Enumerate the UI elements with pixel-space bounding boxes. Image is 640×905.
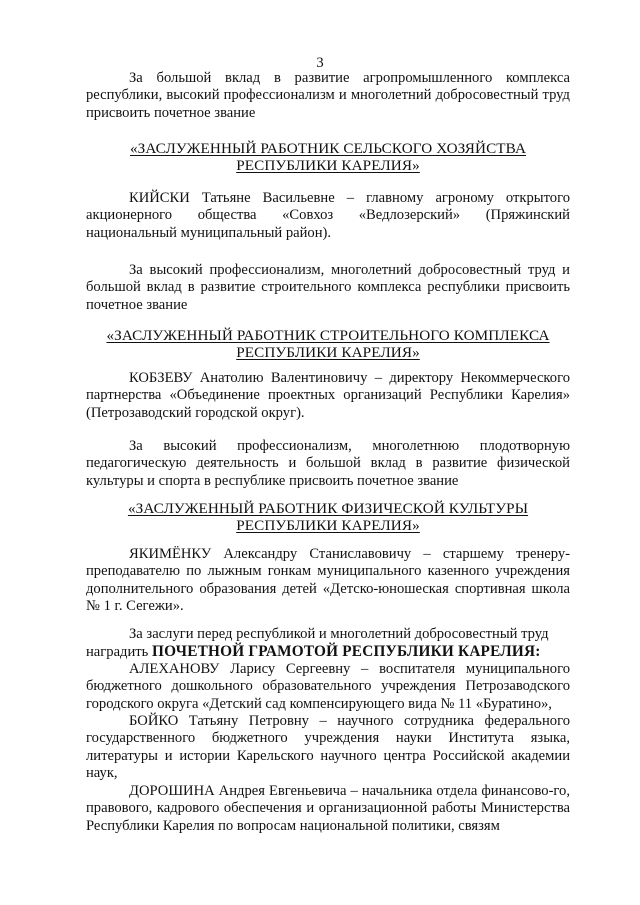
awardee-doroshin: ДОРОШИНА Андрея Евгеньевича – начальника отдела финансово-го, правового, кадрового обеспечения и организационной работы Министерства Республики Карелия по вопросам национальной политики, связям bbox=[86, 783, 570, 834]
page-number: 3 bbox=[316, 55, 324, 71]
title-sport bbox=[86, 500, 570, 535]
title-agriculture bbox=[86, 140, 570, 175]
awardee-alekhanova: АЛЕХАНОВУ Ларису Сергеевну – воспитателя муниципального бюджетного дошкольного образовательного учреждения Петрозаводского городского округа «Детский сад компенсирующего вида № 11 «Буратино», bbox=[86, 661, 570, 712]
title-construction-line2: РЕСПУБЛИКИ КАРЕЛИЯ» bbox=[236, 344, 420, 362]
paragraph-agro-intro: За большой вклад в развитие агропромышленного комплекса республики, высокий профессионализм и многолетний добросовестный труд присвоить почетное звание bbox=[86, 70, 570, 121]
title-sport-line2: РЕСПУБЛИКИ КАРЕЛИЯ» bbox=[236, 517, 420, 535]
title-sport-line1: «ЗАСЛУЖЕННЫЙ РАБОТНИК ФИЗИЧЕСКОЙ КУЛЬТУРЫ bbox=[127, 500, 529, 517]
person-yakimenko: ЯКИМЁНКУ Александру Станиславовичу – старшему тренеру-преподавателю по лыжным гонкам муниципального казенного учреждения дополнительного образования детей «Детско-юношеская спортивная школа № 1 г. Сегежи». bbox=[86, 546, 570, 615]
person-kiyski: КИЙСКИ Татьяне Васильевне – главному агроному открытого акционерного общества «Совхоз «Ведлозерский» (Пряжинский национальный муниципальный район). bbox=[86, 190, 570, 241]
title-construction-line1: «ЗАСЛУЖЕННЫЙ РАБОТНИК СТРОИТЕЛЬНОГО КОМПЛЕКСА bbox=[106, 327, 550, 344]
paragraph-sport-intro: За высокий профессионализм, многолетнюю плодотворную педагогическую деятельность и большой вклад в развитие физической культуры и спорта в республике присвоить почетное звание bbox=[86, 438, 570, 489]
awardee-boyko: БОЙКО Татьяну Петровну – научного сотрудника федерального государственного бюджетного учреждения науки Института языка, литературы и истории Карельского научного центра Российской академии наук, bbox=[86, 713, 570, 782]
title-agriculture-line1: «ЗАСЛУЖЕННЫЙ РАБОТНИК СЕЛЬСКОГО ХОЗЯЙСТВА bbox=[129, 140, 527, 157]
title-construction bbox=[86, 327, 570, 362]
person-kobzev: КОБЗЕВУ Анатолию Валентиновичу – директору Некоммерческого партнерства «Объединение проектных организаций Республики Карелия» (Петрозаводский городской округ). bbox=[86, 370, 570, 421]
paragraph-award-intro bbox=[86, 626, 570, 662]
award-intro-line1: За заслуги перед республикой и многолетний добросовестный труд bbox=[129, 626, 549, 642]
award-intro-line2 bbox=[86, 643, 570, 661]
award-title: ПОЧЕТНОЙ ГРАМОТОЙ РЕСПУБЛИКИ КАРЕЛИЯ: bbox=[151, 643, 541, 661]
paragraph-construction-intro: За высокий профессионализм, многолетний добросовестный труд и большой вклад в развитие строительного комплекса республики присвоить почетное звание bbox=[86, 262, 570, 313]
title-agriculture-line2: РЕСПУБЛИКИ КАРЕЛИЯ» bbox=[236, 157, 420, 175]
award-intro-prefix: наградить bbox=[86, 644, 152, 661]
